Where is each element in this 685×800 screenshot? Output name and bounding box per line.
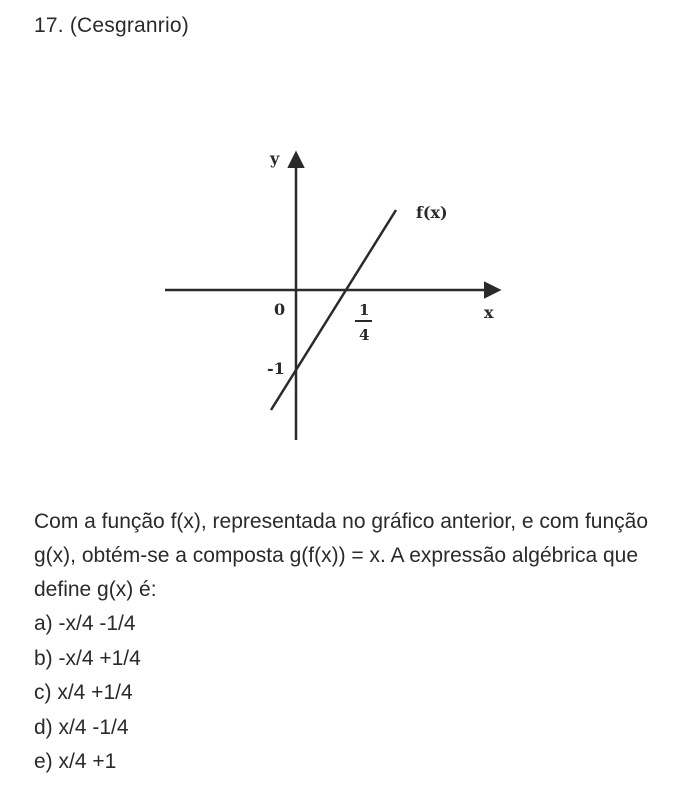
x-intercept-numerator: 1 bbox=[359, 301, 370, 319]
origin-label: 0 bbox=[274, 300, 286, 319]
option-e[interactable]: e) x/4 +1 bbox=[34, 750, 117, 773]
option-b[interactable]: b) -x/4 +1/4 bbox=[34, 646, 141, 670]
option-a[interactable]: a) -x/4 -1/4 bbox=[34, 612, 136, 635]
question-statement: Com a função f(x), representada no gráfico anterior, e com função g(x), obtém-se a composta g(f(x)) = x. A expressão algébrica que define g(x) é: bbox=[34, 510, 648, 601]
option-d[interactable]: d) x/4 -1/4 bbox=[34, 715, 129, 739]
option-c[interactable]: c) x/4 +1/4 bbox=[34, 681, 133, 704]
x-intercept-denominator: 4 bbox=[359, 326, 370, 344]
question-number: 17. (Cesgranrio) bbox=[34, 14, 189, 37]
f-line bbox=[271, 210, 396, 410]
y-axis-label: y bbox=[270, 149, 280, 168]
y-intercept-label: -1 bbox=[267, 359, 285, 378]
x-axis-label: x bbox=[484, 303, 494, 322]
function-graph bbox=[160, 140, 510, 450]
answer-options bbox=[34, 607, 141, 780]
curve-label: f(x) bbox=[416, 203, 448, 222]
